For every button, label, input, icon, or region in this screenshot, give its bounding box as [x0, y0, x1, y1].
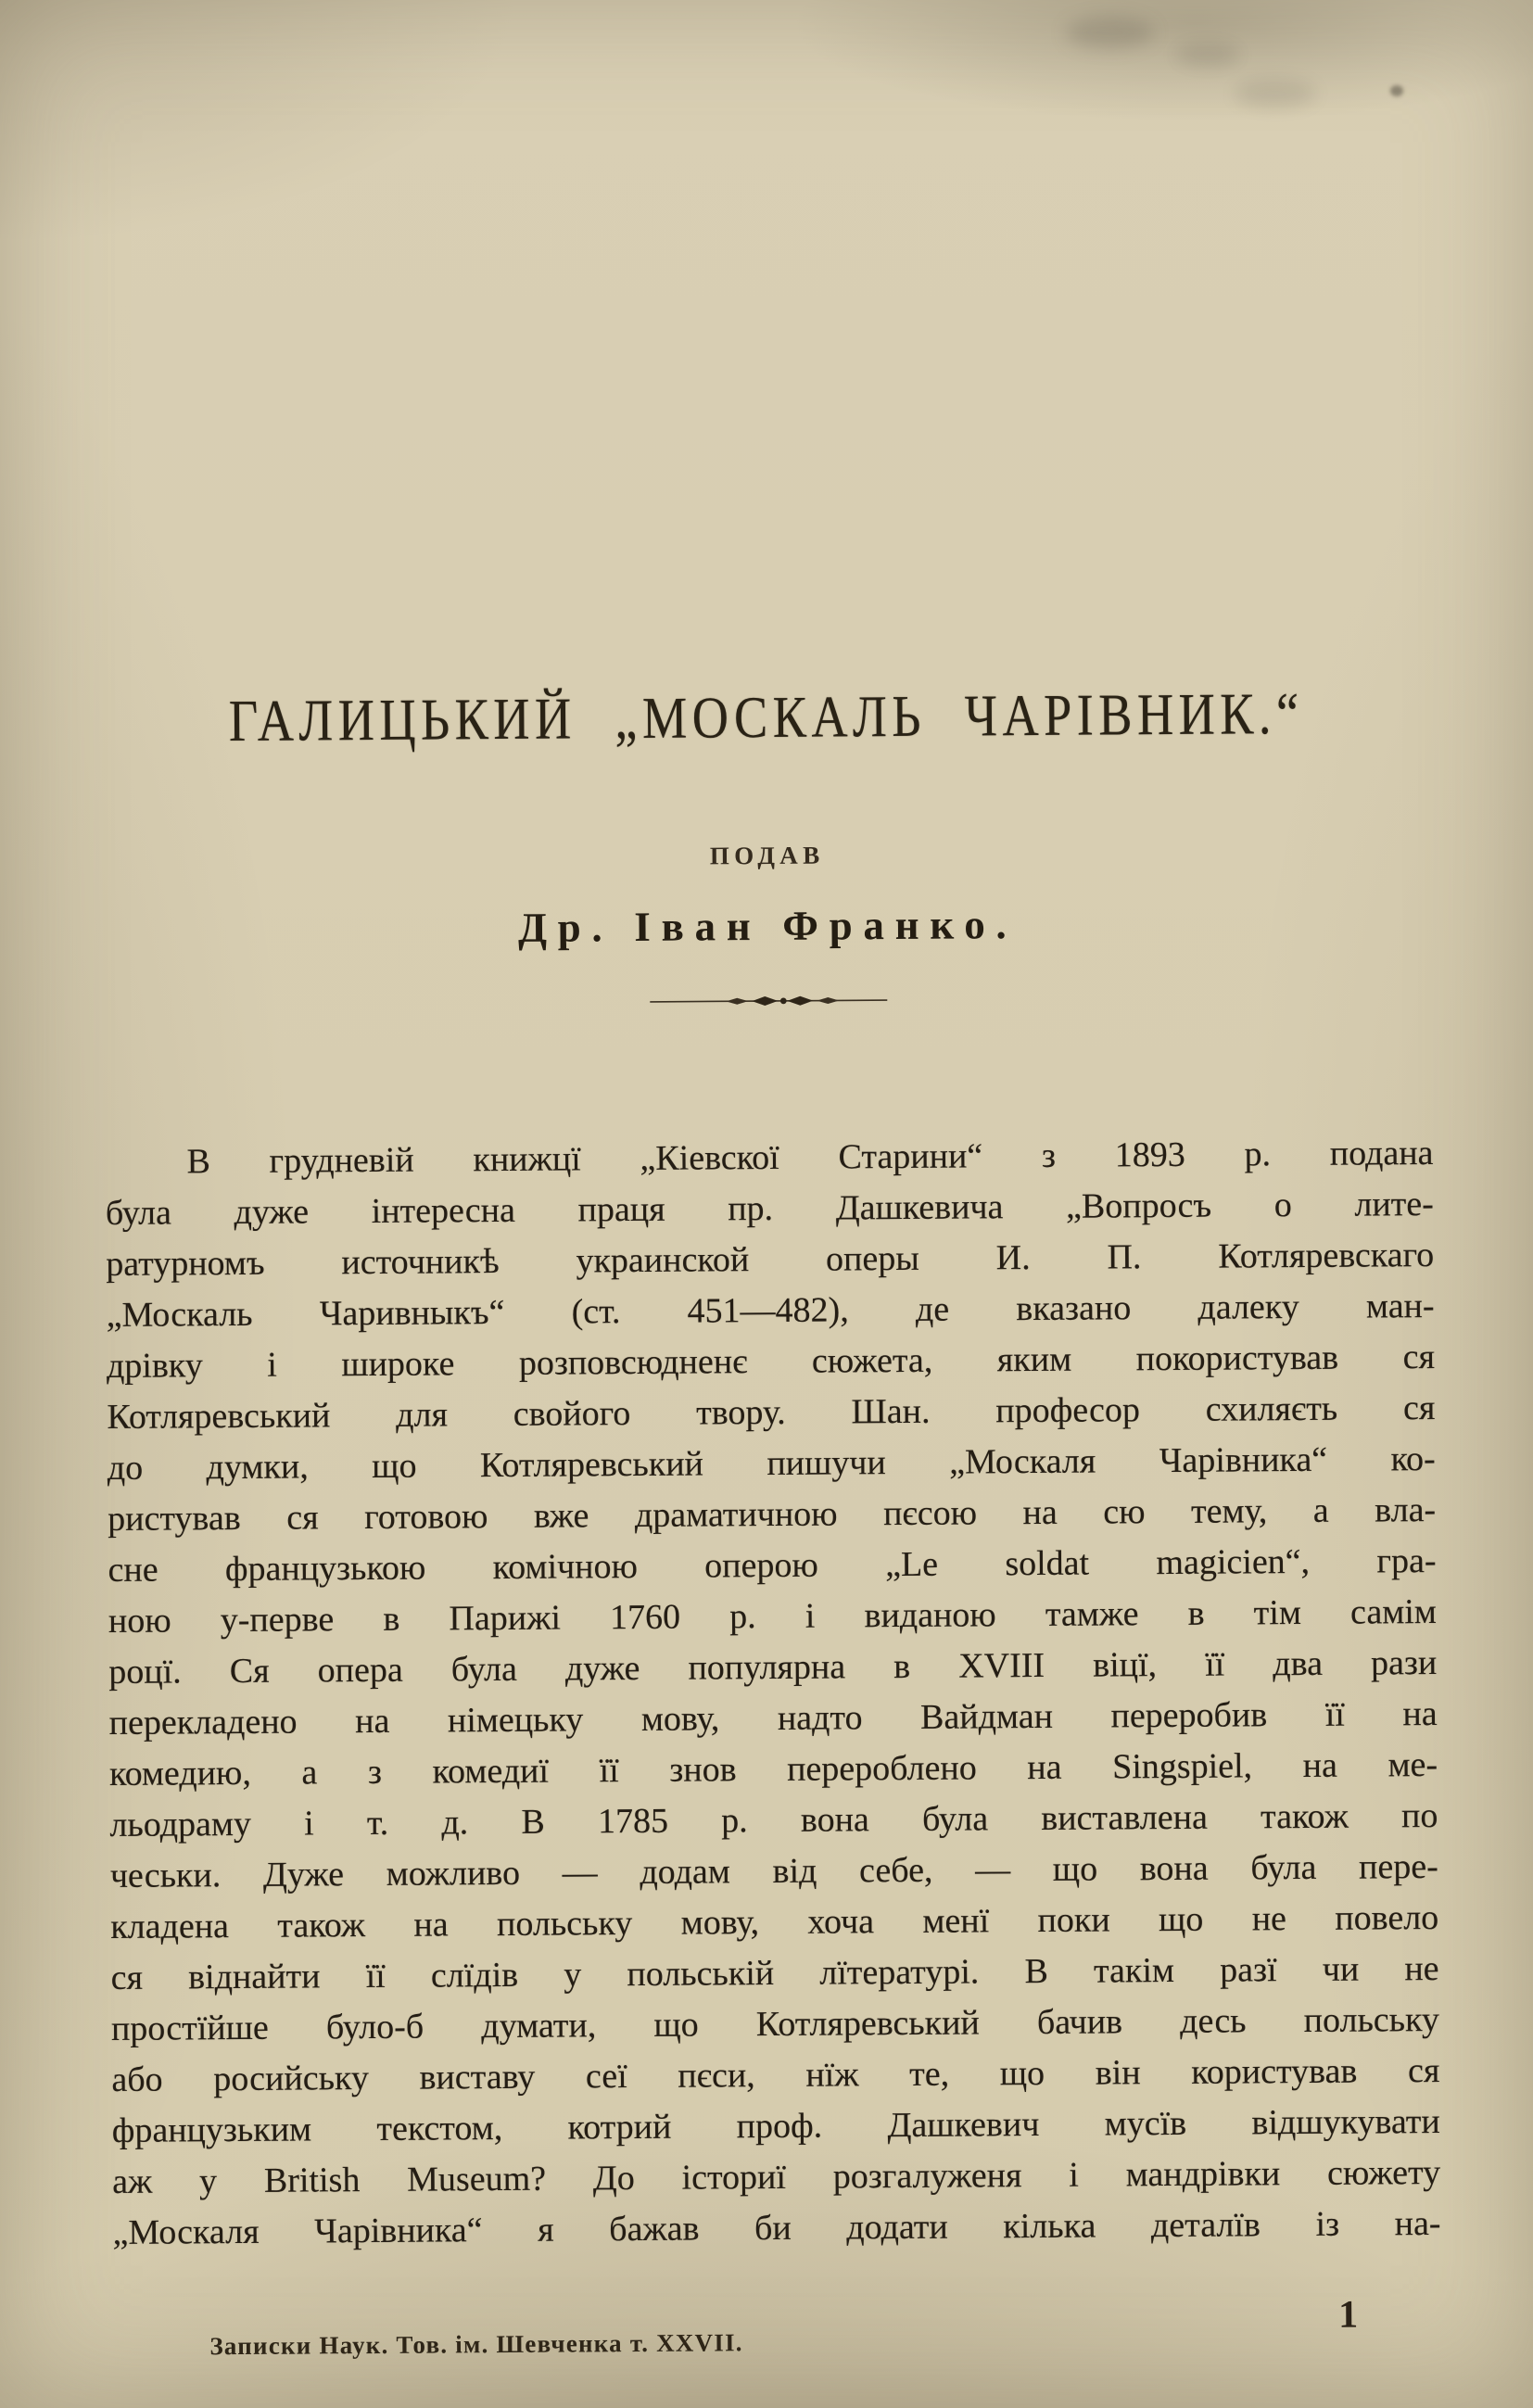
- body-line: „Москаля Чарівника“ я бажав би додати кілька деталїв із на-: [112, 2203, 1441, 2252]
- author-name: Др. Іван Франко.: [517, 901, 1018, 951]
- body-text: [105, 1128, 1440, 2259]
- body-line: або росийську виставу сеї пєси, нїж те, що він користував ся: [111, 2050, 1440, 2099]
- body-line: ся віднайти її слїдів у польській лїтературі. В такім разї чи не: [110, 1948, 1439, 1997]
- body-line: „Москаль Чаривныкъ“ (ст. 451—482), де вказано далеку ман-: [106, 1286, 1435, 1335]
- body-line: комедию, а з комедиї її знов перероблено на Singspiel, на ме-: [108, 1744, 1438, 1793]
- body-line: ратурномъ источникѣ украинской оперы И. П. Котляревскаго: [106, 1235, 1435, 1284]
- footer-imprint: Записки Наук. Тов. ім. Шевченка т. XXVII.: [209, 2328, 743, 2361]
- body-line: дрівку і широке розповсюдненє сюжета, яким покористував ся: [106, 1337, 1436, 1386]
- body-line: до думки, що Котляревський пишучи „Москаля Чарівника“ ко-: [107, 1438, 1436, 1488]
- body-line: сне французькою комічною оперою „Le soldat magicien“, гра-: [108, 1540, 1437, 1590]
- page-title: ГАЛИЦЬКИЙ „МОСКАЛЬ ЧАРІВНИК.“: [228, 681, 1304, 754]
- page-content: [97, 0, 1442, 2408]
- byline-label: ПОДАВ: [709, 841, 825, 870]
- body-line: льодраму і т. д. В 1785 р. вона була виставлена також по: [109, 1795, 1438, 1844]
- body-line: Котляревський для свойого твору. Шан. професор схиляєть ся: [107, 1388, 1436, 1437]
- body-line: перекладено на німецьку мову, надто Вайдман переробив її на: [108, 1693, 1438, 1743]
- ornamental-divider: [104, 988, 1432, 1019]
- body-line: аж у British Museum? До істориї розгалуженя і мандрівки сюжету: [112, 2152, 1441, 2201]
- body-line: В грудневій книжцї „Кіевскої Старини“ з 1893 р. подана: [186, 1133, 1434, 1182]
- body-line: французьким текстом, котрий проф. Дашкевич мусїв відшукувати: [111, 2101, 1440, 2150]
- body-line: роцї. Ся опера була дуже популярна в XVIII віцї, її два рази: [108, 1642, 1438, 1692]
- body-line: ною у-перве в Парижі 1760 р. і виданою тамже в тім самім: [108, 1591, 1438, 1641]
- body-line: простїйше було-б думати, що Котляревський бачив десь польську: [110, 1999, 1440, 2048]
- body-line: була дуже інтересна праця пр. Дашкевича „Вопросъ о лите-: [105, 1184, 1434, 1233]
- body-line: кладена також на польську мову, хоча менї поки що не повело: [110, 1897, 1439, 1946]
- body-line: ристував ся готовою вже драматичною пєсою на сю тему, а вла-: [108, 1489, 1437, 1539]
- body-line: чеськи. Дуже можливо — додам від себе, — що вона була пере-: [109, 1846, 1438, 1895]
- page-number: 1: [1338, 2293, 1359, 2337]
